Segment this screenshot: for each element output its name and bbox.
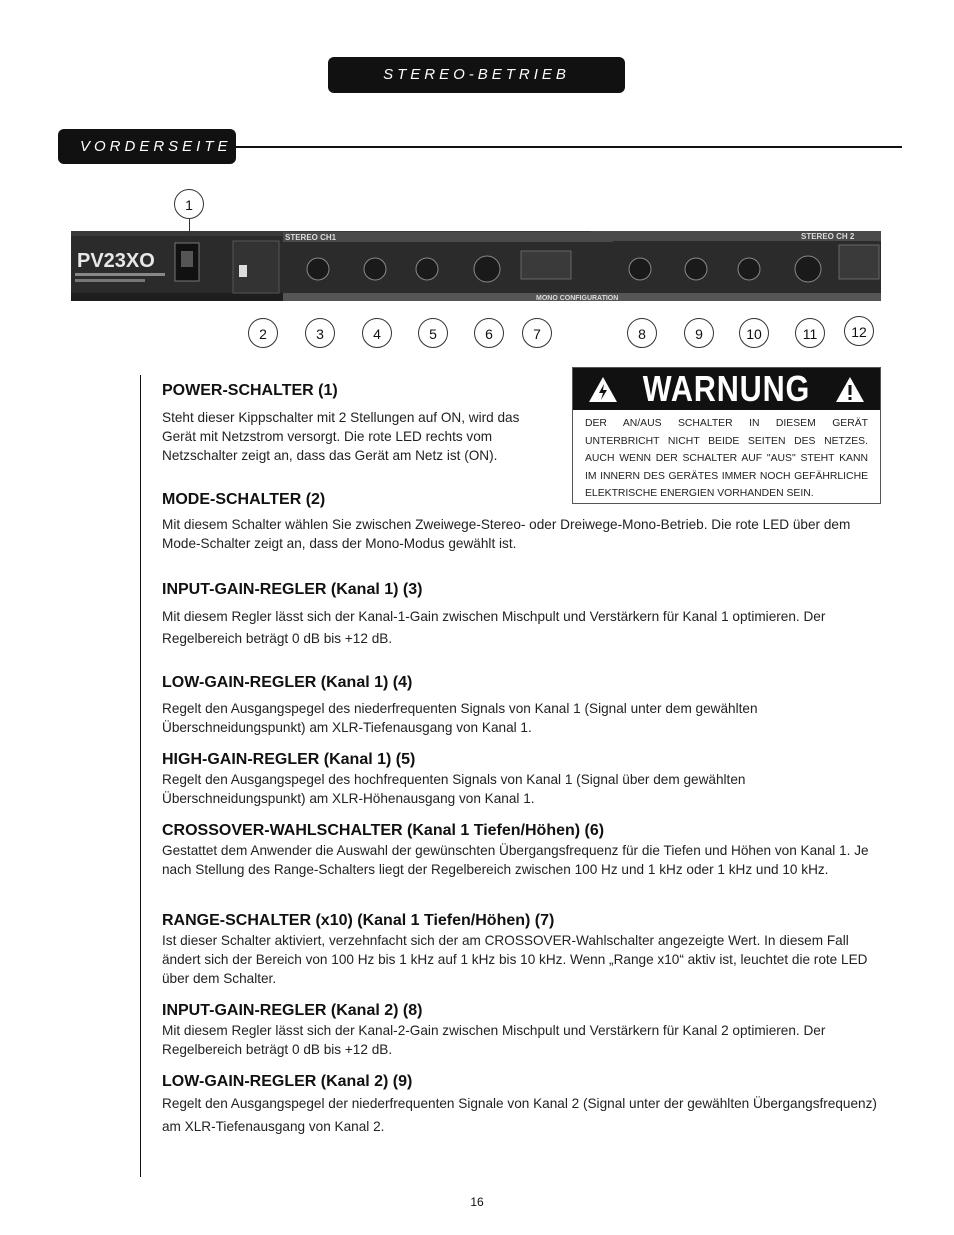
section-body: Gestattet dem Anwender die Auswahl der gewünschten Übergangsfrequenz für die Tiefen und Höhen von Kanal 1. Je nach Stellung des Range-Schalters liegt der Regelbereich zwischen 100 Hz und 1 kHz oder 1 kHz und 10 kHz.	[162, 843, 869, 877]
section-title: LOW-GAIN-REGLER (Kanal 1) (4)	[162, 674, 413, 691]
section-title: INPUT-GAIN-REGLER (Kanal 1) (3)	[162, 581, 423, 598]
callout-7: 7	[522, 318, 552, 348]
exclamation-warning-icon	[835, 375, 865, 403]
front-panel-image	[71, 231, 881, 301]
warning-text: DER AN/AUS SCHALTER IN DIESEM GERÄT UNTERBRICHT NICHT BEIDE SEITEN DES NETZES. AUCH WENN DER SCHALTER AUF "AUS" STEHT KANN IM INNERN DES GERÄTES IMMER NOCH GEFÄHRLICHE ELEKTRISCHE ENERGIEN VORHANDEN SEIN.	[585, 418, 868, 499]
warning-title: WARNUNG	[642, 368, 811, 409]
section-low-gain-ch2	[162, 1072, 882, 1138]
callout-8: 8	[627, 318, 657, 348]
section-body: Mit diesem Regler lässt sich der Kanal-1-Gain zwischen Mischpult und Verstärkern für Kanal 1 optimieren. Der Regelbereich beträgt 0 dB bis +12 dB.	[162, 609, 826, 646]
section-input-gain-ch2	[162, 1001, 882, 1059]
header-rule	[236, 146, 902, 148]
callout-12: 12	[844, 316, 874, 346]
section-body: Regelt den Ausgangspegel des hochfrequenten Signals von Kanal 1 (Signal über dem gewählten Überschneidungspunkt) am XLR-Höhenausgang von Kanal 1.	[162, 772, 746, 806]
section-input-gain-ch1	[162, 580, 882, 650]
callout-11: 11	[795, 318, 825, 348]
electric-hazard-icon	[588, 375, 618, 403]
section-power-switch	[162, 381, 552, 465]
panel-label-ch1: STEREO CH1	[285, 233, 337, 242]
section-title: CROSSOVER-WAHLSCHALTER (Kanal 1 Tiefen/Höhen) (6)	[162, 822, 605, 839]
section-body: Regelt den Ausgangspegel der niederfrequenten Signale von Kanal 2 (Signal unter der gewählten Übergangsfrequenz) am XLR-Tiefenausgang von Kanal 2.	[162, 1096, 877, 1134]
front-panel-drawing	[71, 231, 881, 301]
section-title: INPUT-GAIN-REGLER (Kanal 2) (8)	[162, 1002, 423, 1019]
callout-4: 4	[362, 318, 392, 348]
panel-brand: PV23XO	[77, 250, 155, 272]
section-title: RANGE-SCHALTER (x10) (Kanal 1 Tiefen/Höhen) (7)	[162, 912, 555, 929]
section-range-switch-ch1	[162, 911, 882, 988]
warning-box	[572, 367, 881, 504]
section-tab-stereo: STEREO-BETRIEB	[328, 57, 625, 93]
callout-leader-1	[189, 219, 190, 237]
callout-1: 1	[174, 189, 204, 219]
callout-3: 3	[305, 318, 335, 348]
callout-6: 6	[474, 318, 504, 348]
section-high-gain-ch1	[162, 750, 882, 808]
callout-10: 10	[739, 318, 769, 348]
section-title: LOW-GAIN-REGLER (Kanal 2) (9)	[162, 1073, 413, 1090]
section-mode-switch	[162, 490, 882, 553]
section-body: Ist dieser Schalter aktiviert, verzehnfacht sich der am CROSSOVER-Wahlschalter angezeigte Wert. In diesem Fall ändert sich der Bereich von 100 Hz bis 1 kHz auf 1 kHz bis 10 kHz. Wenn „Range x10“ aktiv ist, leuchtet die rote LED über dem Schalter.	[162, 933, 868, 986]
page-number: 16	[470, 1195, 484, 1209]
section-body: Mit diesem Schalter wählen Sie zwischen Zweiwege-Stereo- oder Dreiwege-Mono-Betrieb. Die rote LED über dem Mode-Schalter zeigt an, dass der Mono-Modus gewählt ist.	[162, 517, 851, 551]
section-body: Regelt den Ausgangspegel des niederfrequenten Signals von Kanal 1 (Signal unter dem gewählten Überschneidungspunkt) am XLR-Tiefenausgang von Kanal 1.	[162, 701, 758, 735]
section-title: POWER-SCHALTER (1)	[162, 382, 338, 399]
section-body: Mit diesem Regler lässt sich der Kanal-2-Gain zwischen Mischpult und Verstärkern für Kanal 2 optimieren. Der Regelbereich beträgt 0 dB bis +12 dB.	[162, 1023, 826, 1057]
callout-5: 5	[418, 318, 448, 348]
panel-label-mono: MONO CONFIGURATION	[536, 295, 619, 301]
section-title: HIGH-GAIN-REGLER (Kanal 1) (5)	[162, 751, 416, 768]
section-low-gain-ch1	[162, 673, 882, 737]
section-crossover-ch1	[162, 821, 882, 879]
section-title: MODE-SCHALTER (2)	[162, 491, 326, 508]
warning-header	[573, 368, 880, 410]
section-tab-front	[58, 129, 236, 164]
margin-rule	[140, 375, 141, 1177]
callout-2: 2	[248, 318, 278, 348]
callout-9: 9	[684, 318, 714, 348]
panel-label-ch2: STEREO CH 2	[801, 232, 855, 241]
section-body: Steht dieser Kippschalter mit 2 Stellungen auf ON, wird das Gerät mit Netzstrom versorgt. Die rote LED rechts vom Netzschalter zeigt an, dass das Gerät am Netz ist (ON).	[162, 410, 520, 463]
front-tab-label: VORDERSEITE	[80, 138, 232, 155]
